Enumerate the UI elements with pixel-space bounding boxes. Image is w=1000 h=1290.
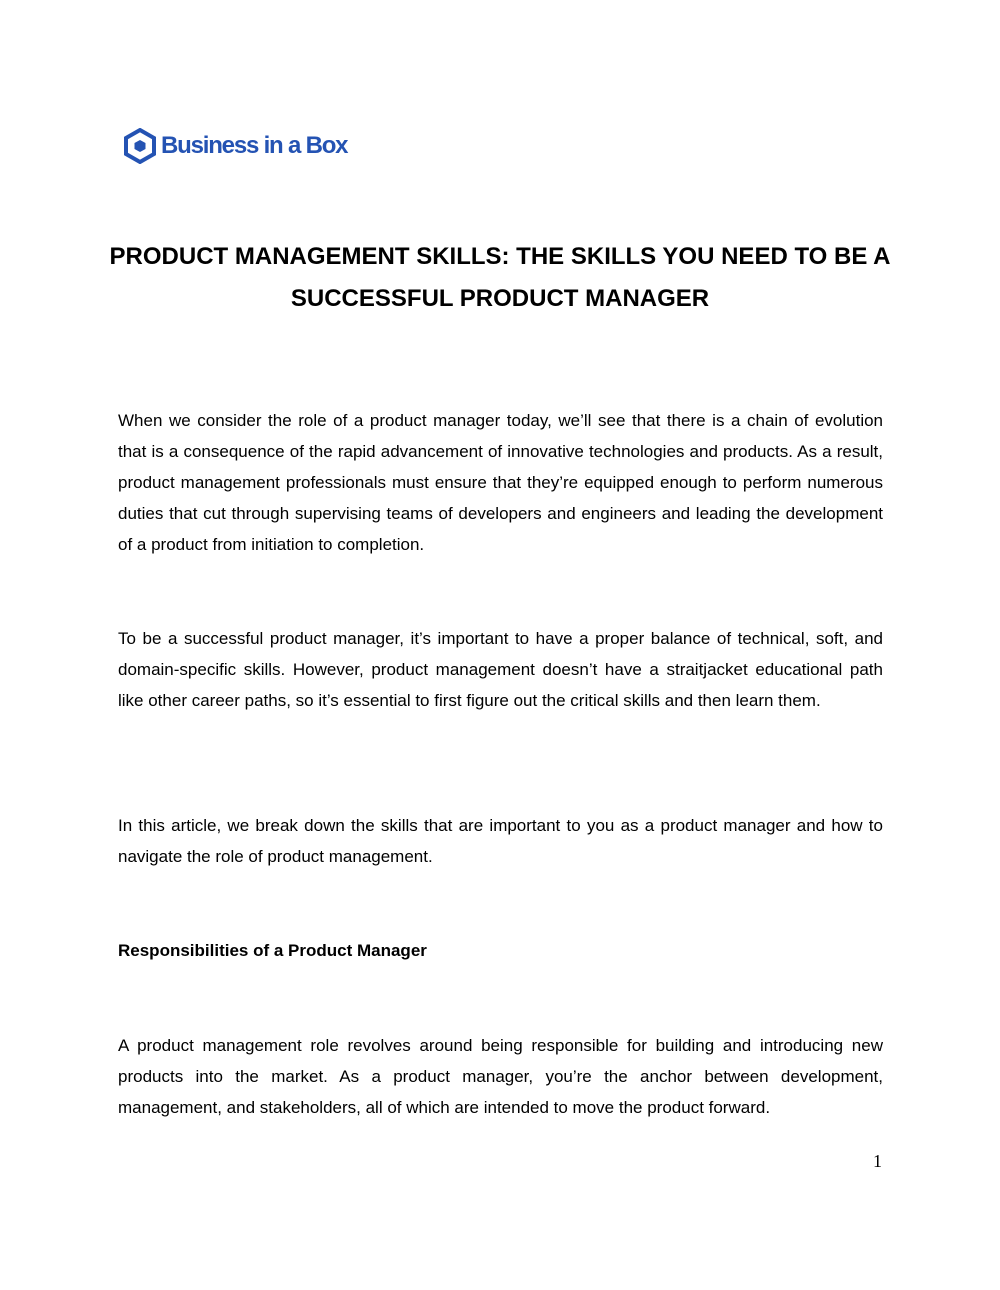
section-heading: Responsibilities of a Product Manager: [118, 941, 427, 960]
document-title: PRODUCT MANAGEMENT SKILLS: THE SKILLS YOU NEED TO BE A SUCCESSFUL PRODUCT MANAGER: [109, 243, 891, 312]
paragraph-3: [118, 810, 883, 872]
paragraph-4: [118, 1030, 883, 1123]
paragraph-text: When we consider the role of a product manager today, we’ll see that there is a chain of evolution that is a consequence of the rapid advancement of innovative technologies and products. As a result, product management professionals must ensure that they’re equipped enough to perform numerous duties that cut through supervising teams of developers and engineers and leading the development of a product from initiation to completion.: [118, 411, 883, 554]
paragraph-2: [118, 623, 883, 716]
paragraph-text: In this article, we break down the skills that are important to you as a product manager and how to navigate the role of product management.: [118, 816, 883, 866]
hexagon-logo-icon: [123, 128, 157, 164]
paragraph-text: To be a successful product manager, it’s important to have a proper balance of technical, soft, and domain-specific skills. However, product management doesn’t have a straitjacket educational path like other career paths, so it’s essential to first figure out the critical skills and then learn them.: [118, 629, 883, 710]
logo-text: Business in a Box: [161, 132, 348, 159]
logo: [123, 128, 347, 164]
paragraph-text: A product management role revolves around being responsible for building and introducing new products into the market. As a product manager, you’re the anchor between development, management, and stakeholders, all of which are intended to move the product forward.: [118, 1036, 883, 1117]
page-number: 1: [873, 1151, 882, 1171]
paragraph-1: [118, 405, 883, 560]
